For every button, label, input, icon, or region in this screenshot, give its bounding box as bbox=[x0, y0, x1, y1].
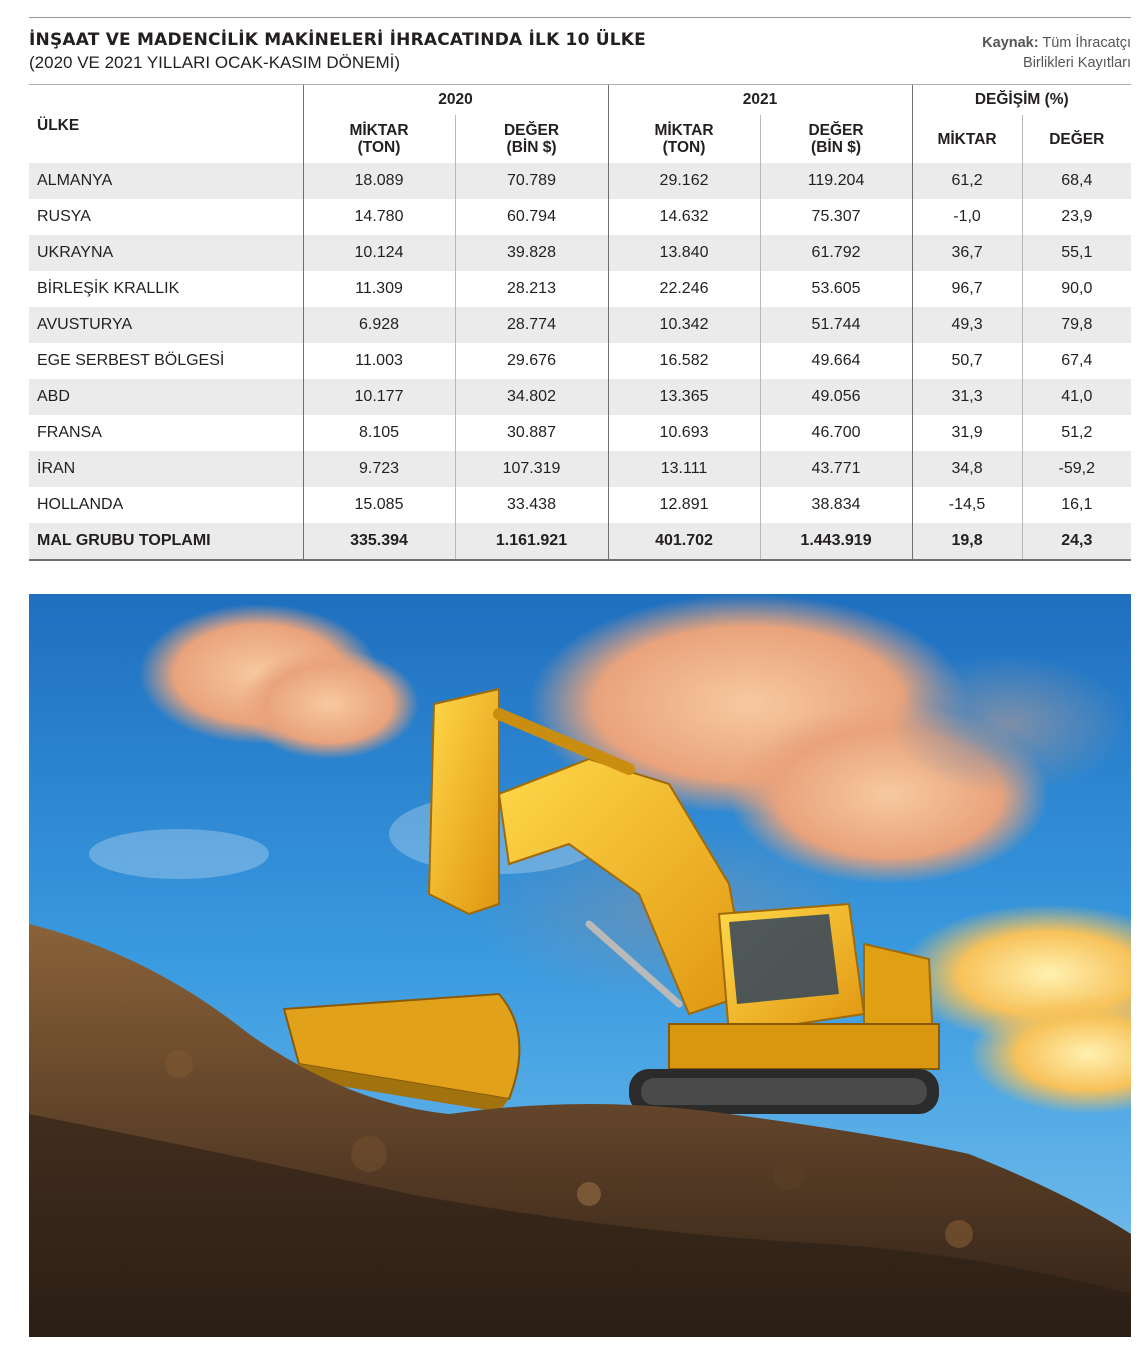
total-deger-2021-cell: 1.443.919 bbox=[760, 523, 912, 560]
deger-2020-cell: 30.887 bbox=[455, 415, 608, 451]
change-miktar-cell: 36,7 bbox=[912, 235, 1022, 271]
col-deger-2021: DEĞER (BİN $) bbox=[760, 115, 912, 163]
deger-2021-cell: 51.744 bbox=[760, 307, 912, 343]
total-deger-2020-cell: 1.161.921 bbox=[455, 523, 608, 560]
deger-2021-cell: 61.792 bbox=[760, 235, 912, 271]
total-row bbox=[29, 523, 1131, 560]
total-miktar-2020-cell: 335.394 bbox=[303, 523, 455, 560]
country-cell: EGE SERBEST BÖLGESİ bbox=[37, 352, 225, 369]
deger-2020-cell: 28.213 bbox=[455, 271, 608, 307]
export-table bbox=[29, 85, 1131, 561]
excavator-photo bbox=[29, 594, 1131, 1337]
change-deger-cell: 16,1 bbox=[1022, 487, 1131, 523]
col-miktar-2021: MİKTAR (TON) bbox=[608, 115, 760, 163]
country-cell: FRANSA bbox=[37, 424, 102, 441]
country-cell: BİRLEŞİK KRALLIK bbox=[37, 280, 180, 297]
total-miktar-2021-cell: 401.702 bbox=[608, 523, 760, 560]
country-cell: RUSYA bbox=[37, 208, 91, 225]
top-rule bbox=[29, 17, 1131, 18]
total-label-cell: MAL GRUBU TOPLAMI bbox=[29, 523, 303, 560]
deger-2020-cell: 33.438 bbox=[455, 487, 608, 523]
deger-2021-cell: 49.664 bbox=[760, 343, 912, 379]
miktar-2020-cell: 18.089 bbox=[303, 163, 455, 199]
country-cell: İRAN bbox=[29, 451, 303, 487]
change-miktar-cell: 49,3 bbox=[912, 307, 1022, 343]
miktar-2021-cell: 14.632 bbox=[608, 199, 760, 235]
change-miktar-cell: 31,3 bbox=[912, 379, 1022, 415]
table-row bbox=[29, 235, 1131, 271]
change-miktar-cell: 34,8 bbox=[912, 451, 1022, 487]
change-header: DEĞİŞİM (%) bbox=[912, 85, 1131, 115]
country-cell: AVUSTURYA bbox=[29, 307, 303, 343]
deger-2020-cell: 29.676 bbox=[455, 343, 608, 379]
change-miktar-cell: -14,5 bbox=[912, 487, 1022, 523]
country-cell: UKRAYNA bbox=[29, 235, 303, 271]
change-deger-cell: 51,2 bbox=[1022, 415, 1131, 451]
change-miktar-cell: 31,9 bbox=[912, 415, 1022, 451]
miktar-2021-cell: 10.342 bbox=[608, 307, 760, 343]
col-deger-2020: DEĞER (BİN $) bbox=[455, 115, 608, 163]
total-change-miktar-cell: 19,8 bbox=[912, 523, 1022, 560]
year-2021-header: 2021 bbox=[608, 85, 912, 115]
deger-2021-cell: 53.605 bbox=[760, 271, 912, 307]
year-2020-header: 2020 bbox=[303, 85, 608, 115]
change-deger-cell: 79,8 bbox=[1022, 307, 1131, 343]
source-label: Kaynak: bbox=[982, 35, 1039, 51]
table-row bbox=[29, 379, 1131, 415]
country-cell: ABD bbox=[29, 379, 303, 415]
change-miktar-cell: -1,0 bbox=[912, 199, 1022, 235]
change-deger-cell: 68,4 bbox=[1022, 163, 1131, 199]
change-deger-cell: 67,4 bbox=[1022, 343, 1131, 379]
deger-2020-cell: 34.802 bbox=[455, 379, 608, 415]
table-row bbox=[29, 199, 1131, 235]
deger-2021-cell: 43.771 bbox=[760, 451, 912, 487]
change-miktar-cell: 61,2 bbox=[912, 163, 1022, 199]
miktar-2020-cell: 14.780 bbox=[303, 199, 455, 235]
deger-2020-cell: 39.828 bbox=[455, 235, 608, 271]
miktar-2021-cell: 29.162 bbox=[608, 163, 760, 199]
country-cell: HOLLANDA bbox=[37, 496, 124, 513]
deger-2021-cell: 38.834 bbox=[760, 487, 912, 523]
table-row bbox=[29, 163, 1131, 199]
table-subtitle: (2020 VE 2021 YILLARI OCAK-KASIM DÖNEMİ) bbox=[29, 53, 400, 72]
table-row bbox=[29, 271, 1131, 307]
miktar-2021-cell: 22.246 bbox=[608, 271, 760, 307]
change-deger-cell: 55,1 bbox=[1022, 235, 1131, 271]
table-row bbox=[29, 307, 1131, 343]
deger-2021-cell: 49.056 bbox=[760, 379, 912, 415]
col-change-miktar: MİKTAR bbox=[912, 115, 1022, 163]
country-header: ÜLKE bbox=[37, 117, 80, 134]
deger-2021-cell: 46.700 bbox=[760, 415, 912, 451]
change-deger-cell: -59,2 bbox=[1022, 451, 1131, 487]
deger-2020-cell: 107.319 bbox=[455, 451, 608, 487]
source-line2: Birlikleri Kayıtları bbox=[1023, 55, 1131, 71]
excavator-illustration bbox=[29, 594, 1131, 1337]
deger-2020-cell: 70.789 bbox=[455, 163, 608, 199]
col-change-deger: DEĞER bbox=[1022, 115, 1131, 163]
miktar-2020-cell: 9.723 bbox=[303, 451, 455, 487]
table-row bbox=[29, 343, 1131, 379]
miktar-2021-cell: 13.111 bbox=[608, 451, 760, 487]
deger-2021-cell: 75.307 bbox=[760, 199, 912, 235]
change-deger-cell: 41,0 bbox=[1022, 379, 1131, 415]
deger-2020-cell: 60.794 bbox=[455, 199, 608, 235]
col-miktar-2020: MİKTAR (TON) bbox=[303, 115, 455, 163]
miktar-2021-cell: 10.693 bbox=[608, 415, 760, 451]
miktar-2021-cell: 12.891 bbox=[608, 487, 760, 523]
miktar-2021-cell: 13.840 bbox=[608, 235, 760, 271]
miktar-2020-cell: 10.177 bbox=[303, 379, 455, 415]
miktar-2021-cell: 16.582 bbox=[608, 343, 760, 379]
miktar-2020-cell: 10.124 bbox=[303, 235, 455, 271]
deger-2021-cell: 119.204 bbox=[760, 163, 912, 199]
change-deger-cell: 23,9 bbox=[1022, 199, 1131, 235]
change-miktar-cell: 50,7 bbox=[912, 343, 1022, 379]
table-row bbox=[29, 451, 1131, 487]
table-title: İNŞAAT VE MADENCİLİK MAKİNELERİ İHRACATINDA İLK 10 ÜLKE bbox=[29, 30, 646, 50]
miktar-2020-cell: 6.928 bbox=[303, 307, 455, 343]
source-note bbox=[982, 33, 1131, 73]
table-row bbox=[29, 487, 1131, 523]
total-change-deger-cell: 24,3 bbox=[1022, 523, 1131, 560]
miktar-2020-cell: 11.003 bbox=[303, 343, 455, 379]
miktar-2020-cell: 11.309 bbox=[303, 271, 455, 307]
miktar-2020-cell: 8.105 bbox=[303, 415, 455, 451]
source-line1: Tüm İhracatçı bbox=[1042, 35, 1131, 51]
deger-2020-cell: 28.774 bbox=[455, 307, 608, 343]
miktar-2020-cell: 15.085 bbox=[303, 487, 455, 523]
change-deger-cell: 90,0 bbox=[1022, 271, 1131, 307]
country-cell: ALMANYA bbox=[29, 163, 303, 199]
table-row bbox=[29, 415, 1131, 451]
change-miktar-cell: 96,7 bbox=[912, 271, 1022, 307]
miktar-2021-cell: 13.365 bbox=[608, 379, 760, 415]
